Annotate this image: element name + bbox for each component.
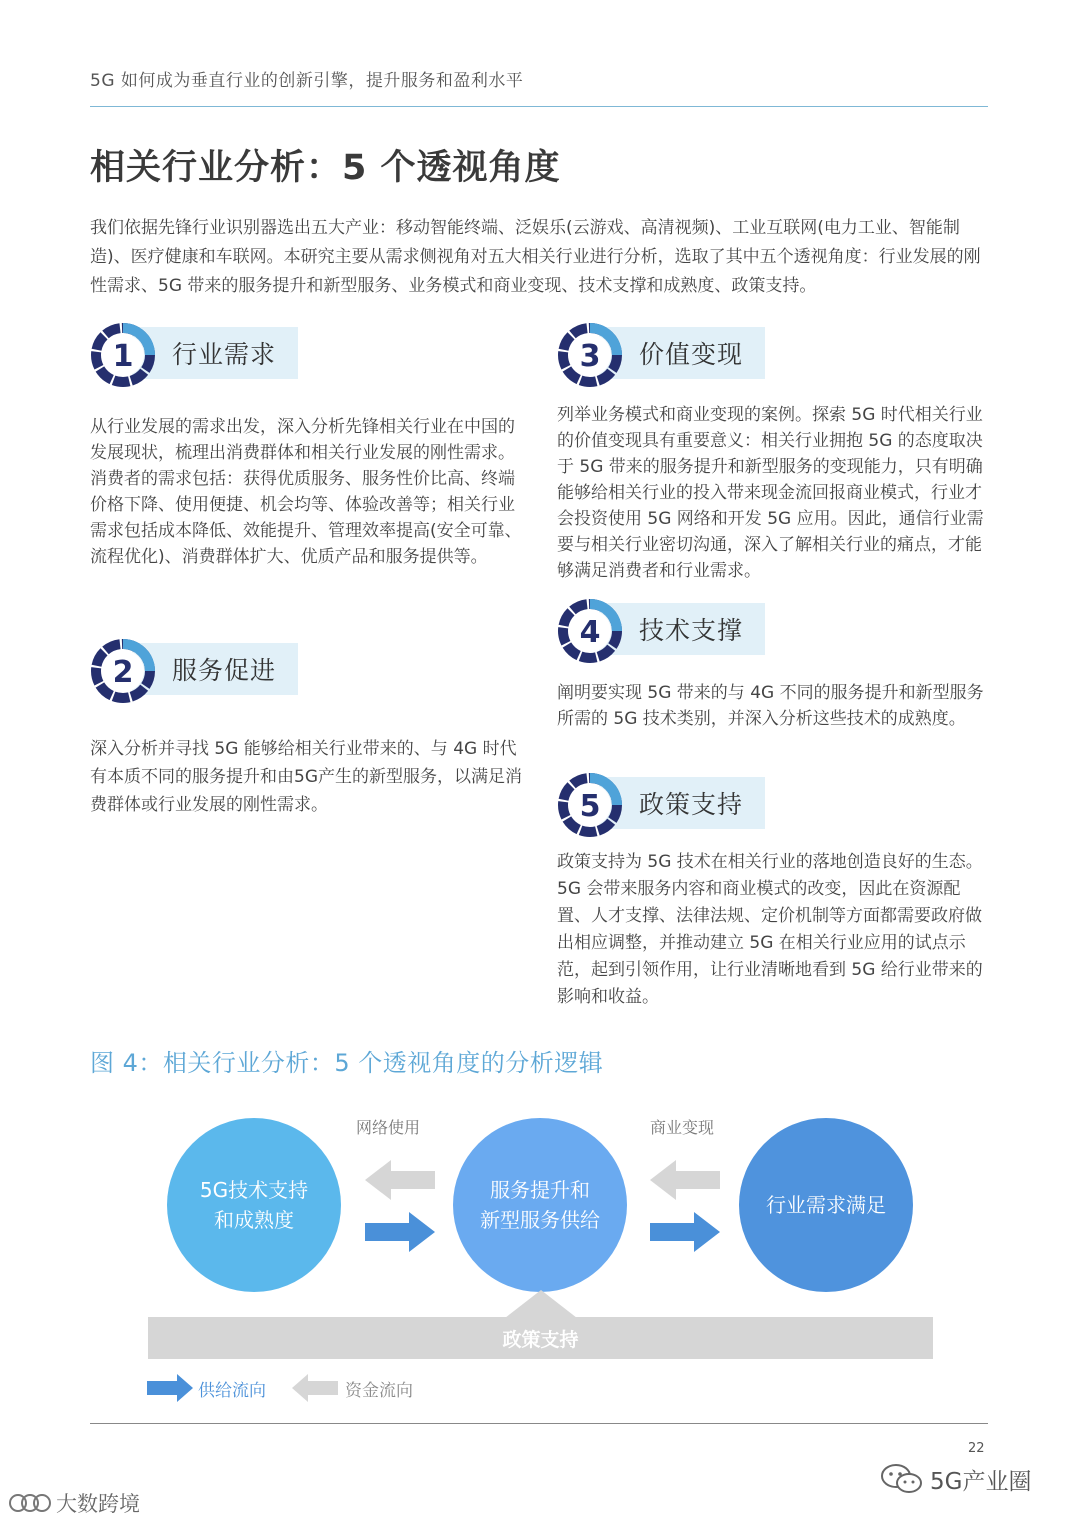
section-5-text: 政策支持为 5G 技术在相关行业的落地创造良好的生态。5G 会带来服务内容和商业模式的改变，因此在资源配置、人才支撑、法律法规、定价机制等方面都需要政府做出相应调整，并推动建立 5G 在相关行业应用的试点示范，起到引领作用，让行业清晰地看到 5G 给行业带来的影响和收益。 (557, 852, 983, 1007)
section-1-text: 从行业发展的需求出发，深入分析先锋相关行业在中国的发展现状，梳理出消费群体和相关行业发展的刚性需求。消费者的需求包括：获得优质服务、服务性价比高、终端价格下降、使用便捷、机会均等、体验改善等；相关行业需求包括成本降低、效能提升、管理效率提高(安全可靠、流程优化)、消费群体扩大、优质产品和服务提供等。 (90, 417, 522, 567)
page-title: 相关行业分析：5 个透视角度 (90, 148, 561, 188)
page-number: 22 (968, 1441, 985, 1456)
section-5-heading (557, 772, 767, 830)
number-ring-icon (90, 322, 156, 388)
legend-supply-label: 供给流向 (198, 1381, 266, 1401)
section-title: 服务促进 (172, 656, 277, 685)
section-4-text: 阐明要实现 5G 带来的与 4G 不同的服务提升和新型服务所需的 5G 技术类别，并深入分析这些技术的成熟度。 (557, 683, 984, 729)
number-ring-icon (557, 598, 623, 664)
section-number: 1 (112, 339, 134, 374)
arrow-label-network: 网络使用 (356, 1118, 421, 1137)
node-line: 和成熟度 (213, 1208, 294, 1232)
legend-funds-label: 资金流向 (345, 1381, 413, 1401)
number-ring-icon (557, 772, 623, 838)
policy-up-arrow-icon (505, 1290, 577, 1318)
running-header: 5G 如何成为垂直行业的创新引擎，提升服务和盈利水平 (90, 71, 524, 91)
node-line: 5G技术支持 (199, 1178, 309, 1202)
node-line: 新型服务供给 (480, 1208, 600, 1232)
section-title: 价值变现 (639, 340, 744, 369)
node-line: 行业需求满足 (766, 1193, 886, 1217)
node-tech-support (167, 1118, 341, 1292)
section-3-text: 列举业务模式和商业变现的案例。探索 5G 时代相关行业的价值变现具有重要意义：相关行业拥抱 5G 的态度取决于 5G 带来的服务提升和新型服务的变现能力，只有明确能够给相关行业的投入带来现金流回报商业模式，行业才会投资使用 5G 网络和开发 5G 应用。因此，通信行业需要与相关行业密切沟通，深入了解相关行业的痛点，才能够满足消费者和行业需求。 (557, 405, 984, 581)
legend-supply-arrow-icon (147, 1374, 193, 1402)
legend-funds-arrow-icon (292, 1374, 338, 1402)
watermark-right-text: 5G产业圈 (930, 1468, 1032, 1495)
section-2-heading (90, 638, 300, 696)
watermark-right (880, 1462, 1031, 1496)
funds-arrow-left-icon (650, 1160, 720, 1200)
section-4-heading (557, 598, 767, 656)
node-service-supply (453, 1118, 627, 1292)
funds-arrow-left-icon (365, 1160, 435, 1200)
figure-title: 图 4：相关行业分析：5 个透视角度的分析逻辑 (90, 1049, 604, 1077)
number-ring-icon (557, 322, 623, 388)
section-number: 5 (579, 789, 601, 824)
section-title: 行业需求 (172, 340, 277, 369)
supply-arrow-right-icon (365, 1212, 435, 1252)
section-number: 4 (579, 615, 601, 650)
section-2-text: 深入分析并寻找 5G 能够给相关行业带来的、与 4G 时代有本质不同的服务提升和由5G产生的新型服务，以满足消费群体或行业发展的刚性需求。 (90, 739, 522, 815)
node-line: 服务提升和 (490, 1178, 590, 1202)
section-1-heading (90, 322, 300, 380)
intro-paragraph: 我们依据先锋行业识别器选出五大产业：移动智能终端、泛娱乐(云游戏、高清视频)、工业互联网(电力工业、智能制造)、医疗健康和车联网。本研究主要从需求侧视角对五大相关行业进行分析，选取了其中五个透视角度：行业发展的刚性需求、5G 带来的服务提升和新型服务、业务模式和商业变现、技术支撑和成熟度、政策支持。 (90, 218, 981, 296)
section-number: 3 (579, 339, 601, 374)
policy-bar: 政策支持 (148, 1317, 933, 1359)
supply-arrow-right-icon (650, 1212, 720, 1252)
section-3-heading (557, 322, 767, 380)
footer-divider (90, 1423, 988, 1424)
watermark-left-text: 大数跨境 (56, 1492, 140, 1516)
watermark-logo-icon (8, 1490, 52, 1516)
section-title: 技术支撑 (639, 616, 744, 645)
node-industry-demand (739, 1118, 913, 1292)
header-divider (90, 106, 988, 107)
watermark-left (8, 1488, 140, 1518)
arrow-label-monetization: 商业变现 (650, 1118, 715, 1137)
wechat-icon (880, 1462, 924, 1496)
number-ring-icon (90, 638, 156, 704)
section-title: 政策支持 (639, 790, 744, 819)
section-number: 2 (112, 655, 134, 690)
